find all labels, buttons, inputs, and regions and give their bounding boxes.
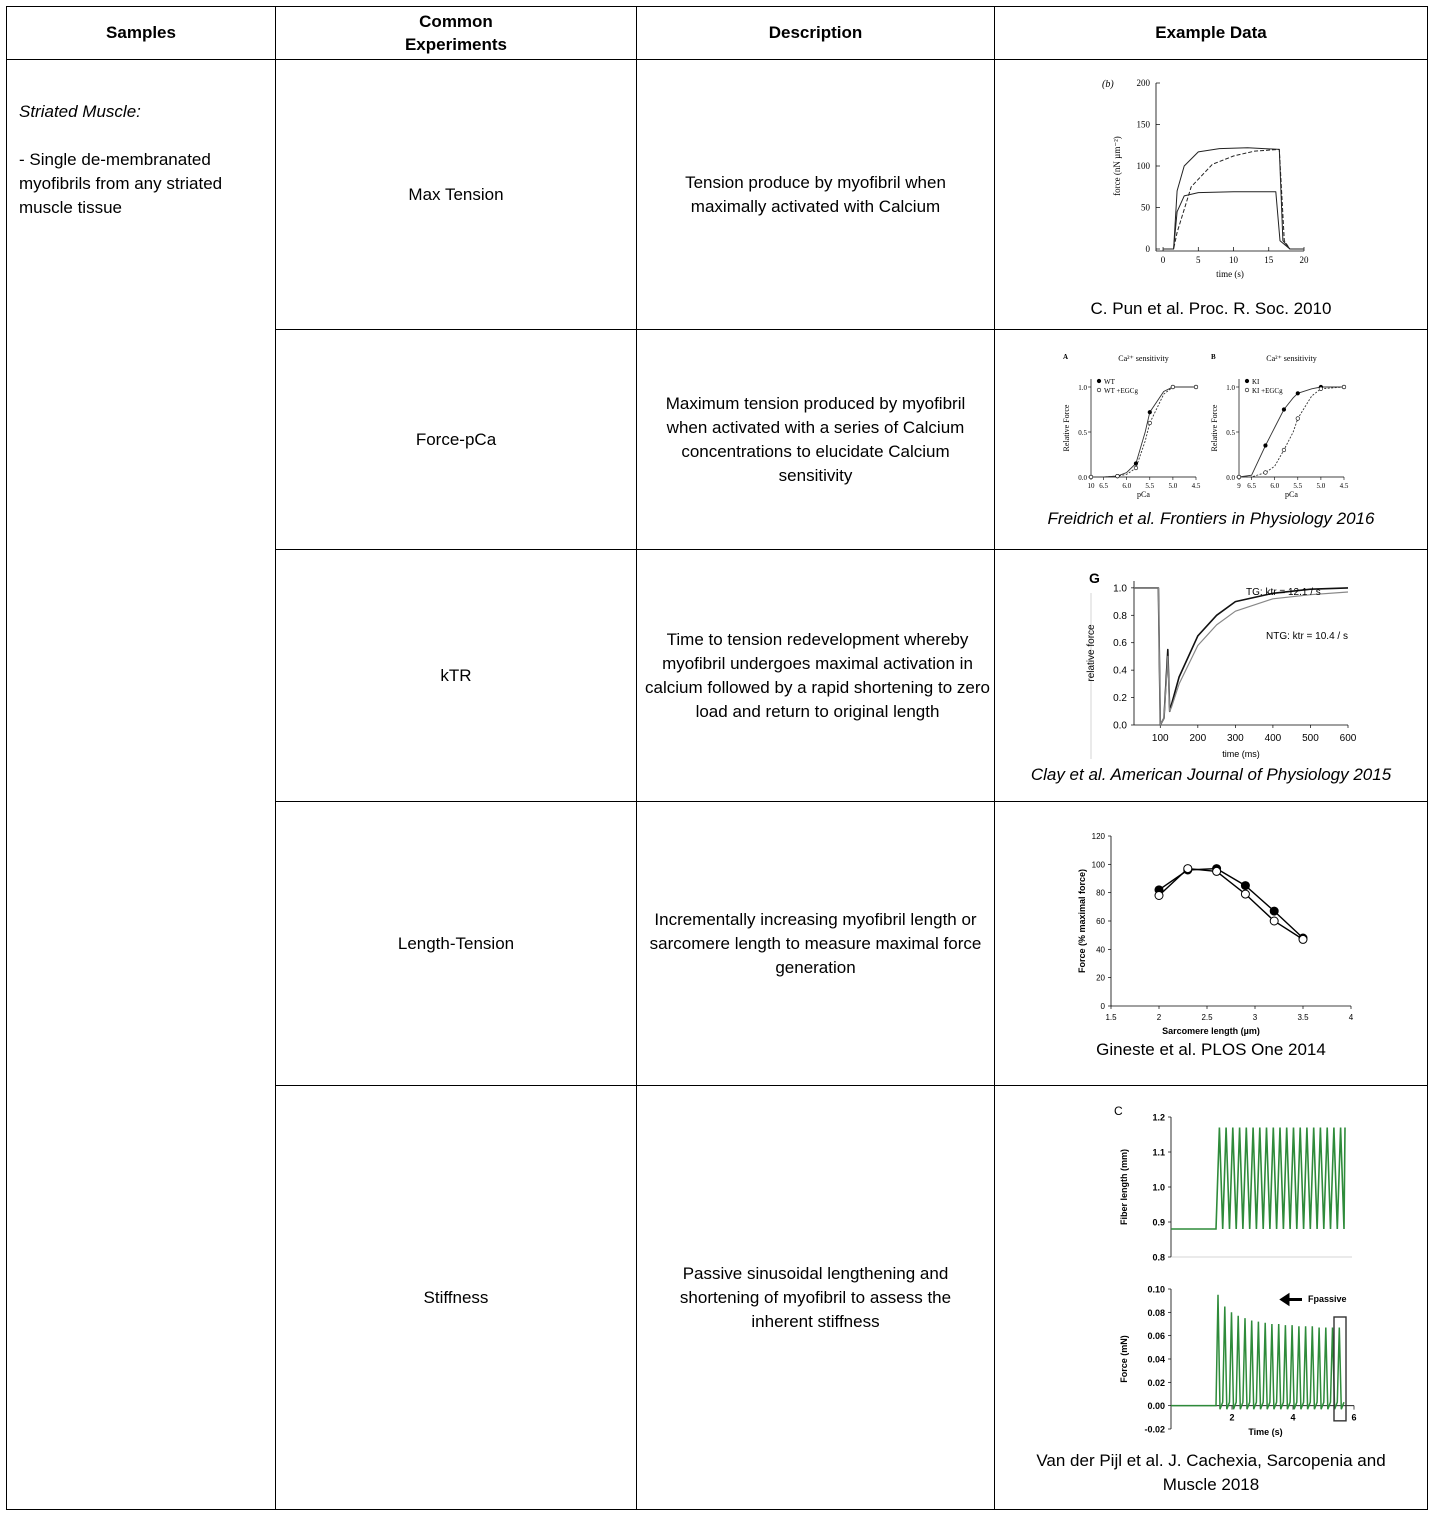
experiments-table: [6, 6, 1428, 1510]
y-tick-label: 1.0: [1152, 1182, 1165, 1192]
x-tick-label: 6: [1351, 1412, 1357, 1423]
y-axis-label: relative force: [1086, 623, 1097, 682]
y-tick-label: 0.4: [1113, 665, 1127, 677]
citation: Freidrich et al. Frontiers in Physiology 2016: [1047, 508, 1375, 528]
force-trace: [1171, 1294, 1344, 1408]
experiment-cell: kTR: [276, 550, 637, 802]
x-tick-label: 10: [1229, 254, 1239, 265]
data-point: [1148, 410, 1152, 414]
x-tick-label: 20: [1299, 254, 1309, 265]
y-tick-label: 100: [1091, 859, 1105, 869]
citation: Clay et al. American Journal of Physiology 2015: [1030, 764, 1392, 784]
fit-curve: [1239, 387, 1344, 477]
legend-marker: [1097, 379, 1101, 383]
data-point: [1134, 466, 1138, 470]
citation: Gineste et al. PLOS One 2014: [1096, 1039, 1326, 1059]
y-axis-label: Relative Force: [1062, 404, 1071, 451]
data-point: [1237, 475, 1241, 479]
panel-label: G: [1089, 569, 1100, 586]
y-tick-label: 0.02: [1147, 1377, 1165, 1388]
force-pca-chart: [1061, 349, 1361, 507]
x-tick-label: 600: [1339, 732, 1357, 744]
y-tick-label: 20: [1096, 973, 1105, 983]
y-tick-label: 0.0: [1078, 473, 1087, 482]
citation: Van der Pijl et al. J. Cachexia, Sarcopenia and Muscle 2018: [1036, 1450, 1386, 1494]
x-tick-label: 4.5: [1191, 481, 1201, 490]
legend-marker: [1245, 379, 1249, 383]
x-tick-label: 4: [1348, 1012, 1354, 1022]
x-tick-label: 2.5: [1201, 1012, 1213, 1022]
y-tick-label: -0.02: [1144, 1424, 1165, 1434]
description-cell: Time to tension redevelopment whereby myofibril undergoes maximal activation in calcium followed by a rapid shortening to zero load and return to original length: [637, 550, 995, 802]
panel-title: Ca²⁺ sensitivity: [1118, 353, 1169, 363]
y-tick-label: 1.0: [1113, 582, 1127, 594]
length-tension-chart: [1051, 826, 1371, 1038]
x-tick-label: 6.0: [1122, 481, 1132, 490]
y-axis-label: Force (mN): [1119, 1334, 1129, 1383]
fit-curve: [1091, 387, 1196, 477]
example-cell: [995, 330, 1428, 550]
data-point: [1148, 421, 1152, 425]
panel-label: (b): [1102, 78, 1114, 90]
stiffness-chart: [1066, 1099, 1356, 1437]
citation: C. Pun et al. Proc. R. Soc. 2010: [1090, 298, 1332, 318]
max-tension-chart: [1096, 69, 1326, 297]
y-axis-label: Relative Force: [1210, 404, 1219, 451]
y-tick-label: 0.6: [1113, 637, 1127, 649]
data-point: [1270, 907, 1278, 915]
annotation: TG: ktr = 12.1 / s: [1246, 586, 1321, 598]
x-tick-label: 3: [1252, 1012, 1258, 1022]
data-point: [1299, 935, 1307, 943]
panel-label: C: [1114, 1103, 1123, 1118]
x-tick-label: 100: [1151, 732, 1169, 744]
legend-label: KI +EGCg: [1252, 386, 1283, 395]
x-tick-label: 4.5: [1339, 481, 1349, 490]
example-cell: [995, 1086, 1428, 1510]
y-tick-label: 0.5: [1226, 428, 1235, 437]
x-axis-label: pCa: [1137, 489, 1150, 499]
data-point: [1194, 385, 1198, 389]
y-tick-label: 1.0: [1226, 383, 1235, 392]
annotation: Fpassive: [1308, 1293, 1347, 1304]
y-tick-label: 50: [1141, 202, 1150, 212]
x-tick-label: 5: [1196, 254, 1201, 265]
legend-label: KI: [1252, 377, 1260, 386]
table-row: [7, 60, 1428, 330]
data-point: [1213, 867, 1221, 875]
data-point: [1264, 443, 1268, 447]
force-trace: [1134, 587, 1348, 724]
y-tick-label: 150: [1136, 119, 1150, 129]
x-axis-label: Time (s): [1248, 1426, 1283, 1437]
legend-label: WT +EGCg: [1104, 386, 1138, 395]
x-tick-label: 5.5: [1293, 481, 1303, 490]
data-point: [1171, 385, 1175, 389]
y-tick-label: 0.8: [1152, 1252, 1165, 1262]
header-samples: Samples: [7, 7, 276, 60]
example-cell: [995, 550, 1428, 802]
header-row: [7, 7, 1428, 60]
length-trace: [1171, 1127, 1345, 1229]
y-axis-label: Fiber length (mm): [1119, 1148, 1129, 1225]
series-line: [1159, 868, 1303, 939]
x-axis-label: time (ms): [1222, 748, 1260, 759]
y-tick-label: 60: [1096, 916, 1105, 926]
x-tick-label: 200: [1189, 732, 1207, 744]
y-tick-label: 1.0: [1078, 383, 1087, 392]
y-tick-label: 0.8: [1113, 610, 1127, 622]
y-tick-label: 1.1: [1152, 1147, 1165, 1157]
panel-label: A: [1063, 352, 1069, 361]
header-example-data: Example Data: [995, 7, 1428, 60]
data-point: [1184, 864, 1192, 872]
legend-marker: [1245, 388, 1249, 392]
force-trace: [1163, 147, 1304, 248]
experiment-cell: Max Tension: [276, 60, 637, 330]
x-tick-label: 15: [1264, 254, 1274, 265]
legend-label: WT: [1104, 377, 1115, 386]
sample-title: Striated Muscle:: [19, 102, 141, 121]
y-tick-label: 0.5: [1078, 428, 1087, 437]
data-point: [1282, 407, 1286, 411]
data-point: [1089, 475, 1093, 479]
x-tick-label: 5.5: [1145, 481, 1155, 490]
data-point: [1296, 391, 1300, 395]
x-tick-label: 2: [1156, 1012, 1162, 1022]
data-point: [1116, 474, 1120, 478]
x-tick-label: 4: [1290, 1412, 1296, 1423]
y-tick-label: 0.10: [1147, 1284, 1165, 1294]
y-tick-label: 200: [1136, 77, 1150, 88]
y-tick-label: 80: [1096, 888, 1105, 898]
panel-label: B: [1211, 352, 1216, 361]
x-tick-label: 6.5: [1099, 481, 1108, 490]
y-tick-label: 0: [1145, 243, 1150, 254]
experiment-cell: Force-pCa: [276, 330, 637, 550]
x-tick-label: 6.5: [1247, 481, 1256, 490]
experiment-cell: Stiffness: [276, 1086, 637, 1510]
y-tick-label: 0.9: [1152, 1217, 1165, 1227]
data-point: [1270, 917, 1278, 925]
force-trace: [1134, 587, 1348, 724]
x-tick-label: 5.0: [1316, 481, 1326, 490]
data-point: [1241, 881, 1249, 889]
data-point: [1155, 891, 1163, 899]
x-tick-label: 300: [1227, 732, 1244, 744]
header-experiments: Common Experiments: [276, 7, 637, 60]
y-tick-label: 0.2: [1113, 692, 1127, 704]
experiment-cell: Length-Tension: [276, 802, 637, 1086]
data-point: [1264, 470, 1268, 474]
description-cell: Incrementally increasing myofibril length or sarcomere length to measure maximal force generation: [637, 802, 995, 1086]
x-axis-label: time (s): [1216, 268, 1244, 279]
y-tick-label: 1.2: [1152, 1112, 1165, 1122]
y-tick-label: 0.0: [1113, 720, 1127, 731]
y-tick-label: 0.04: [1147, 1354, 1165, 1364]
ktr-chart: [1066, 565, 1356, 763]
y-tick-label: 0: [1100, 1001, 1105, 1011]
y-tick-label: 120: [1091, 831, 1105, 841]
fit-curve: [1091, 387, 1196, 477]
sample-cell: [7, 60, 276, 1510]
description-cell: Passive sinusoidal lengthening and shortening of myofibril to assess the inherent stiffness: [637, 1086, 995, 1510]
series-line: [1159, 868, 1303, 937]
y-axis-label: Force (% maximal force): [1077, 868, 1087, 973]
legend-marker: [1097, 388, 1101, 392]
data-point: [1282, 448, 1286, 452]
data-point: [1241, 890, 1249, 898]
x-tick-label: 0: [1160, 254, 1166, 265]
y-tick-label: 0.00: [1147, 1400, 1165, 1411]
panel-title: Ca²⁺ sensitivity: [1266, 353, 1317, 363]
y-tick-label: 40: [1096, 944, 1105, 954]
y-tick-label: 0.0: [1226, 473, 1235, 482]
arrow-left-icon: [1282, 1295, 1302, 1303]
x-tick-label: 2: [1229, 1412, 1235, 1423]
description-cell: Maximum tension produced by myofibril when activated with a series of Calcium concentrations to elucidate Calcium sensitivity: [637, 330, 995, 550]
x-tick-label: 6.0: [1270, 481, 1280, 490]
y-tick-label: 0.06: [1147, 1330, 1165, 1341]
x-axis-label: Sarcomere length (µm): [1162, 1025, 1260, 1036]
example-cell: [995, 60, 1428, 330]
data-point: [1342, 385, 1346, 389]
x-tick-label: 500: [1302, 732, 1319, 744]
y-tick-label: 0.08: [1147, 1307, 1165, 1318]
x-tick-label: 9: [1237, 481, 1241, 490]
x-tick-label: 1.5: [1105, 1012, 1117, 1022]
y-axis-label: force (nN µm⁻²): [1112, 135, 1122, 196]
x-tick-label: 5.0: [1168, 481, 1178, 490]
header-description: Description: [637, 7, 995, 60]
x-tick-label: 3.5: [1297, 1012, 1309, 1022]
description-cell: Tension produce by myofibril when maximally activated with Calcium: [637, 60, 995, 330]
y-tick-label: 100: [1136, 160, 1150, 171]
data-point: [1319, 387, 1323, 391]
example-cell: [995, 802, 1428, 1086]
annotation: NTG: ktr = 10.4 / s: [1266, 630, 1348, 642]
data-point: [1296, 416, 1300, 420]
x-tick-label: 10: [1087, 481, 1095, 490]
x-axis-label: pCa: [1285, 489, 1298, 499]
x-tick-label: 400: [1264, 732, 1282, 744]
sample-text: - Single de-membranated myofibrils from any striated muscle tissue: [19, 150, 223, 217]
